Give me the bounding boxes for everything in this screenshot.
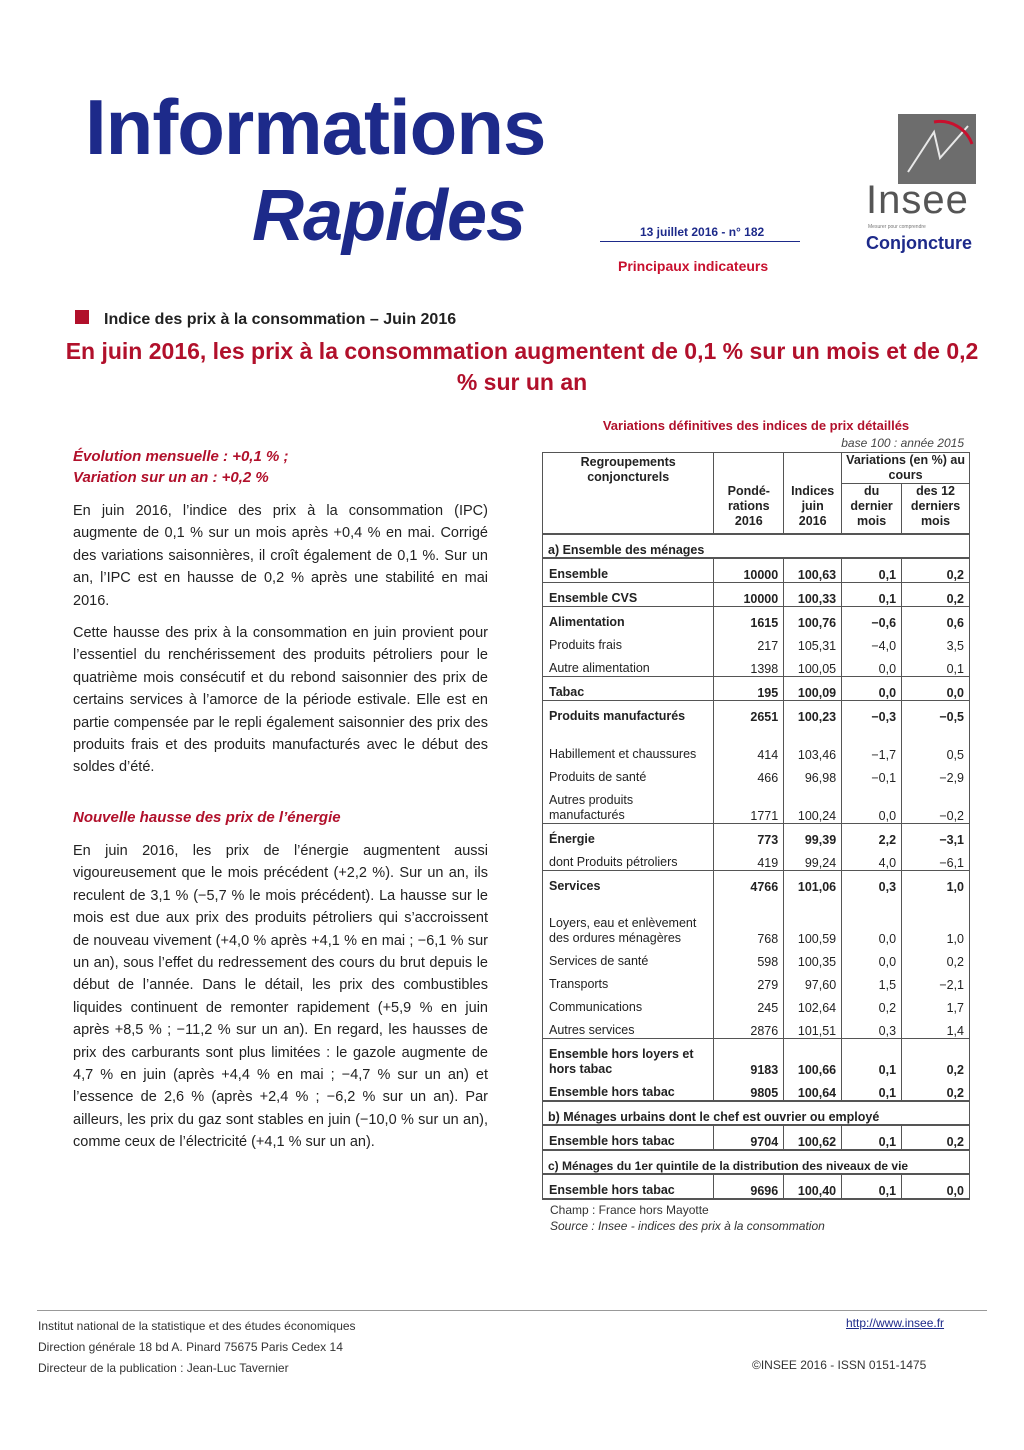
row-value: 100,09 xyxy=(784,677,842,701)
row-value: 4766 xyxy=(714,871,784,895)
row-value: 2876 xyxy=(714,1015,784,1039)
row-label: Ensemble xyxy=(543,558,714,583)
row-value: −0,1 xyxy=(842,762,902,785)
insee-logo-mark xyxy=(898,114,976,184)
row-label: Ensemble hors loyers et hors tabac xyxy=(543,1039,714,1078)
table-row xyxy=(543,946,970,969)
row-value: 773 xyxy=(714,824,784,848)
col-header-weights: Pondé-rations 2016 xyxy=(714,453,784,535)
row-value: 100,63 xyxy=(784,558,842,583)
row-value: 419 xyxy=(714,847,784,871)
row-value: 0,6 xyxy=(902,607,970,631)
row-value: 99,39 xyxy=(784,824,842,848)
row-value: 0,2 xyxy=(902,1077,970,1101)
row-value: 0,0 xyxy=(842,653,902,677)
insee-logo-text: Insee xyxy=(866,178,969,222)
row-value: 598 xyxy=(714,946,784,969)
article-headline: En juin 2016, les prix à la consommation augmentent de 0,1 % sur un mois et de 0,2 % sur un an xyxy=(65,338,979,395)
col-header-group: Regroupements conjoncturels xyxy=(543,453,714,535)
row-value: 100,24 xyxy=(784,785,842,824)
row-value: 0,3 xyxy=(842,1015,902,1039)
subheading-monthly: Évolution mensuelle : +0,1 % ; xyxy=(73,448,289,465)
row-label: Énergie xyxy=(543,824,714,848)
row-value: 0,2 xyxy=(842,992,902,1015)
row-value: 100,59 xyxy=(784,894,842,946)
footer-address xyxy=(38,1316,356,1379)
table-row xyxy=(543,724,970,762)
row-label: Autres services xyxy=(543,1015,714,1039)
table-row xyxy=(543,607,970,631)
row-value: 100,35 xyxy=(784,946,842,969)
row-value: 0,2 xyxy=(902,583,970,607)
row-value: −3,1 xyxy=(902,824,970,848)
row-value: 768 xyxy=(714,894,784,946)
row-value: 195 xyxy=(714,677,784,701)
table-row xyxy=(543,583,970,607)
table-notes xyxy=(550,1202,825,1234)
row-label: Ensemble hors tabac xyxy=(543,1077,714,1101)
row-value: 101,06 xyxy=(784,871,842,895)
table-row xyxy=(543,1015,970,1039)
table-row: Ensemble hors tabac 9704 100,62 0,1 0,2 xyxy=(543,1125,970,1150)
row-value: −0,3 xyxy=(842,701,902,725)
row-value: 0,0 xyxy=(902,677,970,701)
table-row xyxy=(543,653,970,677)
row-label: Services de santé xyxy=(543,946,714,969)
table-row xyxy=(543,894,970,946)
row-value: 0,1 xyxy=(842,1039,902,1078)
table-row xyxy=(543,871,970,895)
row-label: Services xyxy=(543,871,714,895)
row-value: −0,2 xyxy=(902,785,970,824)
table-section-c: c) Ménages du 1er quintile de la distribution des niveaux de vie xyxy=(543,1150,970,1174)
row-value: 100,76 xyxy=(784,607,842,631)
table-base-note: base 100 : année 2015 xyxy=(841,436,964,450)
row-value: 100,23 xyxy=(784,701,842,725)
row-value: 0,1 xyxy=(842,558,902,583)
row-label: Produits frais xyxy=(543,630,714,653)
row-value: 100,66 xyxy=(784,1039,842,1078)
table-scope-note: Champ : France hors Mayotte xyxy=(550,1203,709,1217)
row-value: 217 xyxy=(714,630,784,653)
row-value: 0,2 xyxy=(902,1039,970,1078)
table-row xyxy=(543,785,970,824)
subheading-yearly: Variation sur un an : +0,2 % xyxy=(73,469,269,486)
row-value: 9805 xyxy=(714,1077,784,1101)
row-value: −2,9 xyxy=(902,762,970,785)
row-value: 1,0 xyxy=(902,871,970,895)
row-value: 100,33 xyxy=(784,583,842,607)
row-value: 102,64 xyxy=(784,992,842,1015)
row-value: 1,0 xyxy=(902,894,970,946)
paragraph-1: En juin 2016, l’indice des prix à la consommation (IPC) augmente de 0,1 % sur un mois après +0,4 % en mai. Corrigé des variations saisonnières, il croît également de 0,1 %. Sur un an, l’IPC est en hausse de 0,2 % après une stabilité en mai 2016. xyxy=(73,503,488,609)
row-value: 101,51 xyxy=(784,1015,842,1039)
row-value: 9183 xyxy=(714,1039,784,1078)
footer-director: Directeur de la publication : Jean-Luc Tavernier xyxy=(38,1361,289,1375)
row-value: 10000 xyxy=(714,558,784,583)
row-label: Tabac xyxy=(543,677,714,701)
row-value: 1,5 xyxy=(842,969,902,992)
header-rule xyxy=(600,241,800,242)
row-label: Transports xyxy=(543,969,714,992)
price-index-table xyxy=(542,452,970,1200)
bullet-square-icon xyxy=(75,310,89,324)
footer-direction: Direction générale 18 bd A. Pinard 75675 Paris Cedex 14 xyxy=(38,1340,343,1354)
row-value: 2,2 xyxy=(842,824,902,848)
row-value: 1,4 xyxy=(902,1015,970,1039)
issue-date: 13 juillet 2016 - n° 182 xyxy=(640,225,765,239)
table-row xyxy=(543,1077,970,1101)
row-value: 0,2 xyxy=(902,558,970,583)
row-label: dont Produits pétroliers xyxy=(543,847,714,871)
row-value: 97,60 xyxy=(784,969,842,992)
row-value: 96,98 xyxy=(784,762,842,785)
table-row xyxy=(543,762,970,785)
section-label: Conjoncture xyxy=(866,233,972,253)
insee-logo-tagline: Mesurer pour comprendre xyxy=(868,224,926,230)
row-value: 1,7 xyxy=(902,992,970,1015)
table-row xyxy=(543,969,970,992)
row-value: 3,5 xyxy=(902,630,970,653)
row-label: Alimentation xyxy=(543,607,714,631)
row-value: 2651 xyxy=(714,701,784,725)
row-value: 0,0 xyxy=(842,894,902,946)
table-row xyxy=(543,1039,970,1078)
row-value: 1615 xyxy=(714,607,784,631)
row-value: 279 xyxy=(714,969,784,992)
row-value: 0,1 xyxy=(842,1077,902,1101)
row-value: −2,1 xyxy=(902,969,970,992)
row-label: Produits manufacturés xyxy=(543,701,714,725)
row-value: −0,5 xyxy=(902,701,970,725)
row-value: 10000 xyxy=(714,583,784,607)
table-row xyxy=(543,824,970,848)
publication-title: Informations xyxy=(85,83,546,171)
row-label: Habillement et chaussures xyxy=(543,724,714,762)
row-label: Ensemble CVS xyxy=(543,583,714,607)
row-value: 0,1 xyxy=(902,653,970,677)
footer-copyright: ©INSEE 2016 - ISSN 0151-1475 xyxy=(752,1358,927,1372)
row-value: 1771 xyxy=(714,785,784,824)
table-row xyxy=(543,847,970,871)
row-value: 0,1 xyxy=(842,583,902,607)
row-value: 0,3 xyxy=(842,871,902,895)
row-value: 0,5 xyxy=(902,724,970,762)
table-row xyxy=(543,558,970,583)
row-label: Autre alimentation xyxy=(543,653,714,677)
row-value: 466 xyxy=(714,762,784,785)
col-header-last-12-months: des 12 derniers mois xyxy=(902,484,970,535)
row-value: 414 xyxy=(714,724,784,762)
row-value: 1398 xyxy=(714,653,784,677)
table-source-note: Source : Insee - indices des prix à la consommation xyxy=(550,1219,825,1233)
article-body xyxy=(73,446,488,1154)
footer-institution: Institut national de la statistique et des études économiques xyxy=(38,1319,356,1333)
row-value: −4,0 xyxy=(842,630,902,653)
footer-rule xyxy=(37,1310,987,1311)
table-row xyxy=(543,992,970,1015)
row-label: Produits de santé xyxy=(543,762,714,785)
row-label: Loyers, eau et enlèvement des ordures ménagères xyxy=(543,894,714,946)
row-value: 100,05 xyxy=(784,653,842,677)
table-section-b: b) Ménages urbains dont le chef est ouvrier ou employé xyxy=(543,1101,970,1125)
paragraph-2: Cette hausse des prix à la consommation en juin provient pour l’essentiel du renchérissement des produits pétroliers pour le quatrième mois consécutif et du rebond saisonnier des prix de certains services à l’amorce de la période estivale. Elle est en partie compensée par le repli également saisonnier des prix des produits frais et des produits manufacturés avec le début des soldes d’été. xyxy=(73,625,488,776)
row-value: 0,0 xyxy=(842,677,902,701)
col-header-index: Indices juin 2016 xyxy=(784,453,842,535)
table-row xyxy=(543,677,970,701)
row-value: 100,64 xyxy=(784,1077,842,1101)
table-section-a: a) Ensemble des ménages xyxy=(543,534,970,558)
row-value: 103,46 xyxy=(784,724,842,762)
row-value: 0,0 xyxy=(842,785,902,824)
col-header-variations: Variations (en %) au cours xyxy=(842,453,970,484)
row-value: −0,6 xyxy=(842,607,902,631)
table-row xyxy=(543,630,970,653)
col-header-last-month: du dernier mois xyxy=(842,484,902,535)
row-label: Autres produits manufacturés xyxy=(543,785,714,824)
subheading-energy: Nouvelle hausse des prix de l’énergie xyxy=(73,808,341,826)
row-value: 105,31 xyxy=(784,630,842,653)
row-value: 0,0 xyxy=(842,946,902,969)
issue-category: Principaux indicateurs xyxy=(618,258,769,274)
row-label: Communications xyxy=(543,992,714,1015)
table-title: Variations définitives des indices de prix détaillés xyxy=(602,418,910,433)
article-kicker: Indice des prix à la consommation – Juin 2016 xyxy=(104,311,457,328)
row-value: 0,2 xyxy=(902,946,970,969)
row-value: −6,1 xyxy=(902,847,970,871)
row-value: 99,24 xyxy=(784,847,842,871)
table-row: Ensemble hors tabac 9696 100,40 0,1 0,0 xyxy=(543,1174,970,1199)
row-value: 245 xyxy=(714,992,784,1015)
row-value: 4,0 xyxy=(842,847,902,871)
footer-website-link[interactable]: http://www.insee.fr xyxy=(846,1316,945,1330)
row-value: −1,7 xyxy=(842,724,902,762)
paragraph-3: En juin 2016, les prix de l’énergie augmentent aussi vigoureusement que le mois précédent (+2,2 %). Sur un an, ils reculent de 3,1 % (−5,7 % le mois précédent). La hausse sur le mois est due aux prix des produits pétroliers qui s’accroissent de nouveau vivement (+4,0 % après +4,1 % en mai ; −6,1 % sur un an), sous l’effet du redressement des cours du brut depuis le début de l’année. Dans le détail, les prix des combustibles liquides continuent de remonter rapidement (+5,9 % en juin après +8,5 % ; −11,2 % sur un an). En regard, les hausses de prix des carburants sont plus limitées : le gazole augmente de 4,7 % en juin (après +4,4 % en mai ; −4,7 % sur un an) et l’essence de 2,6 % (après +2,4 % ; −6,2 % sur un an). Par ailleurs, les prix du gaz sont stables en juin (−10,0 % sur un an), comme ceux de l’électricité (+4,1 % sur un an). xyxy=(73,842,488,1151)
table-row xyxy=(543,701,970,725)
publication-subtitle: Rapides xyxy=(252,176,526,256)
